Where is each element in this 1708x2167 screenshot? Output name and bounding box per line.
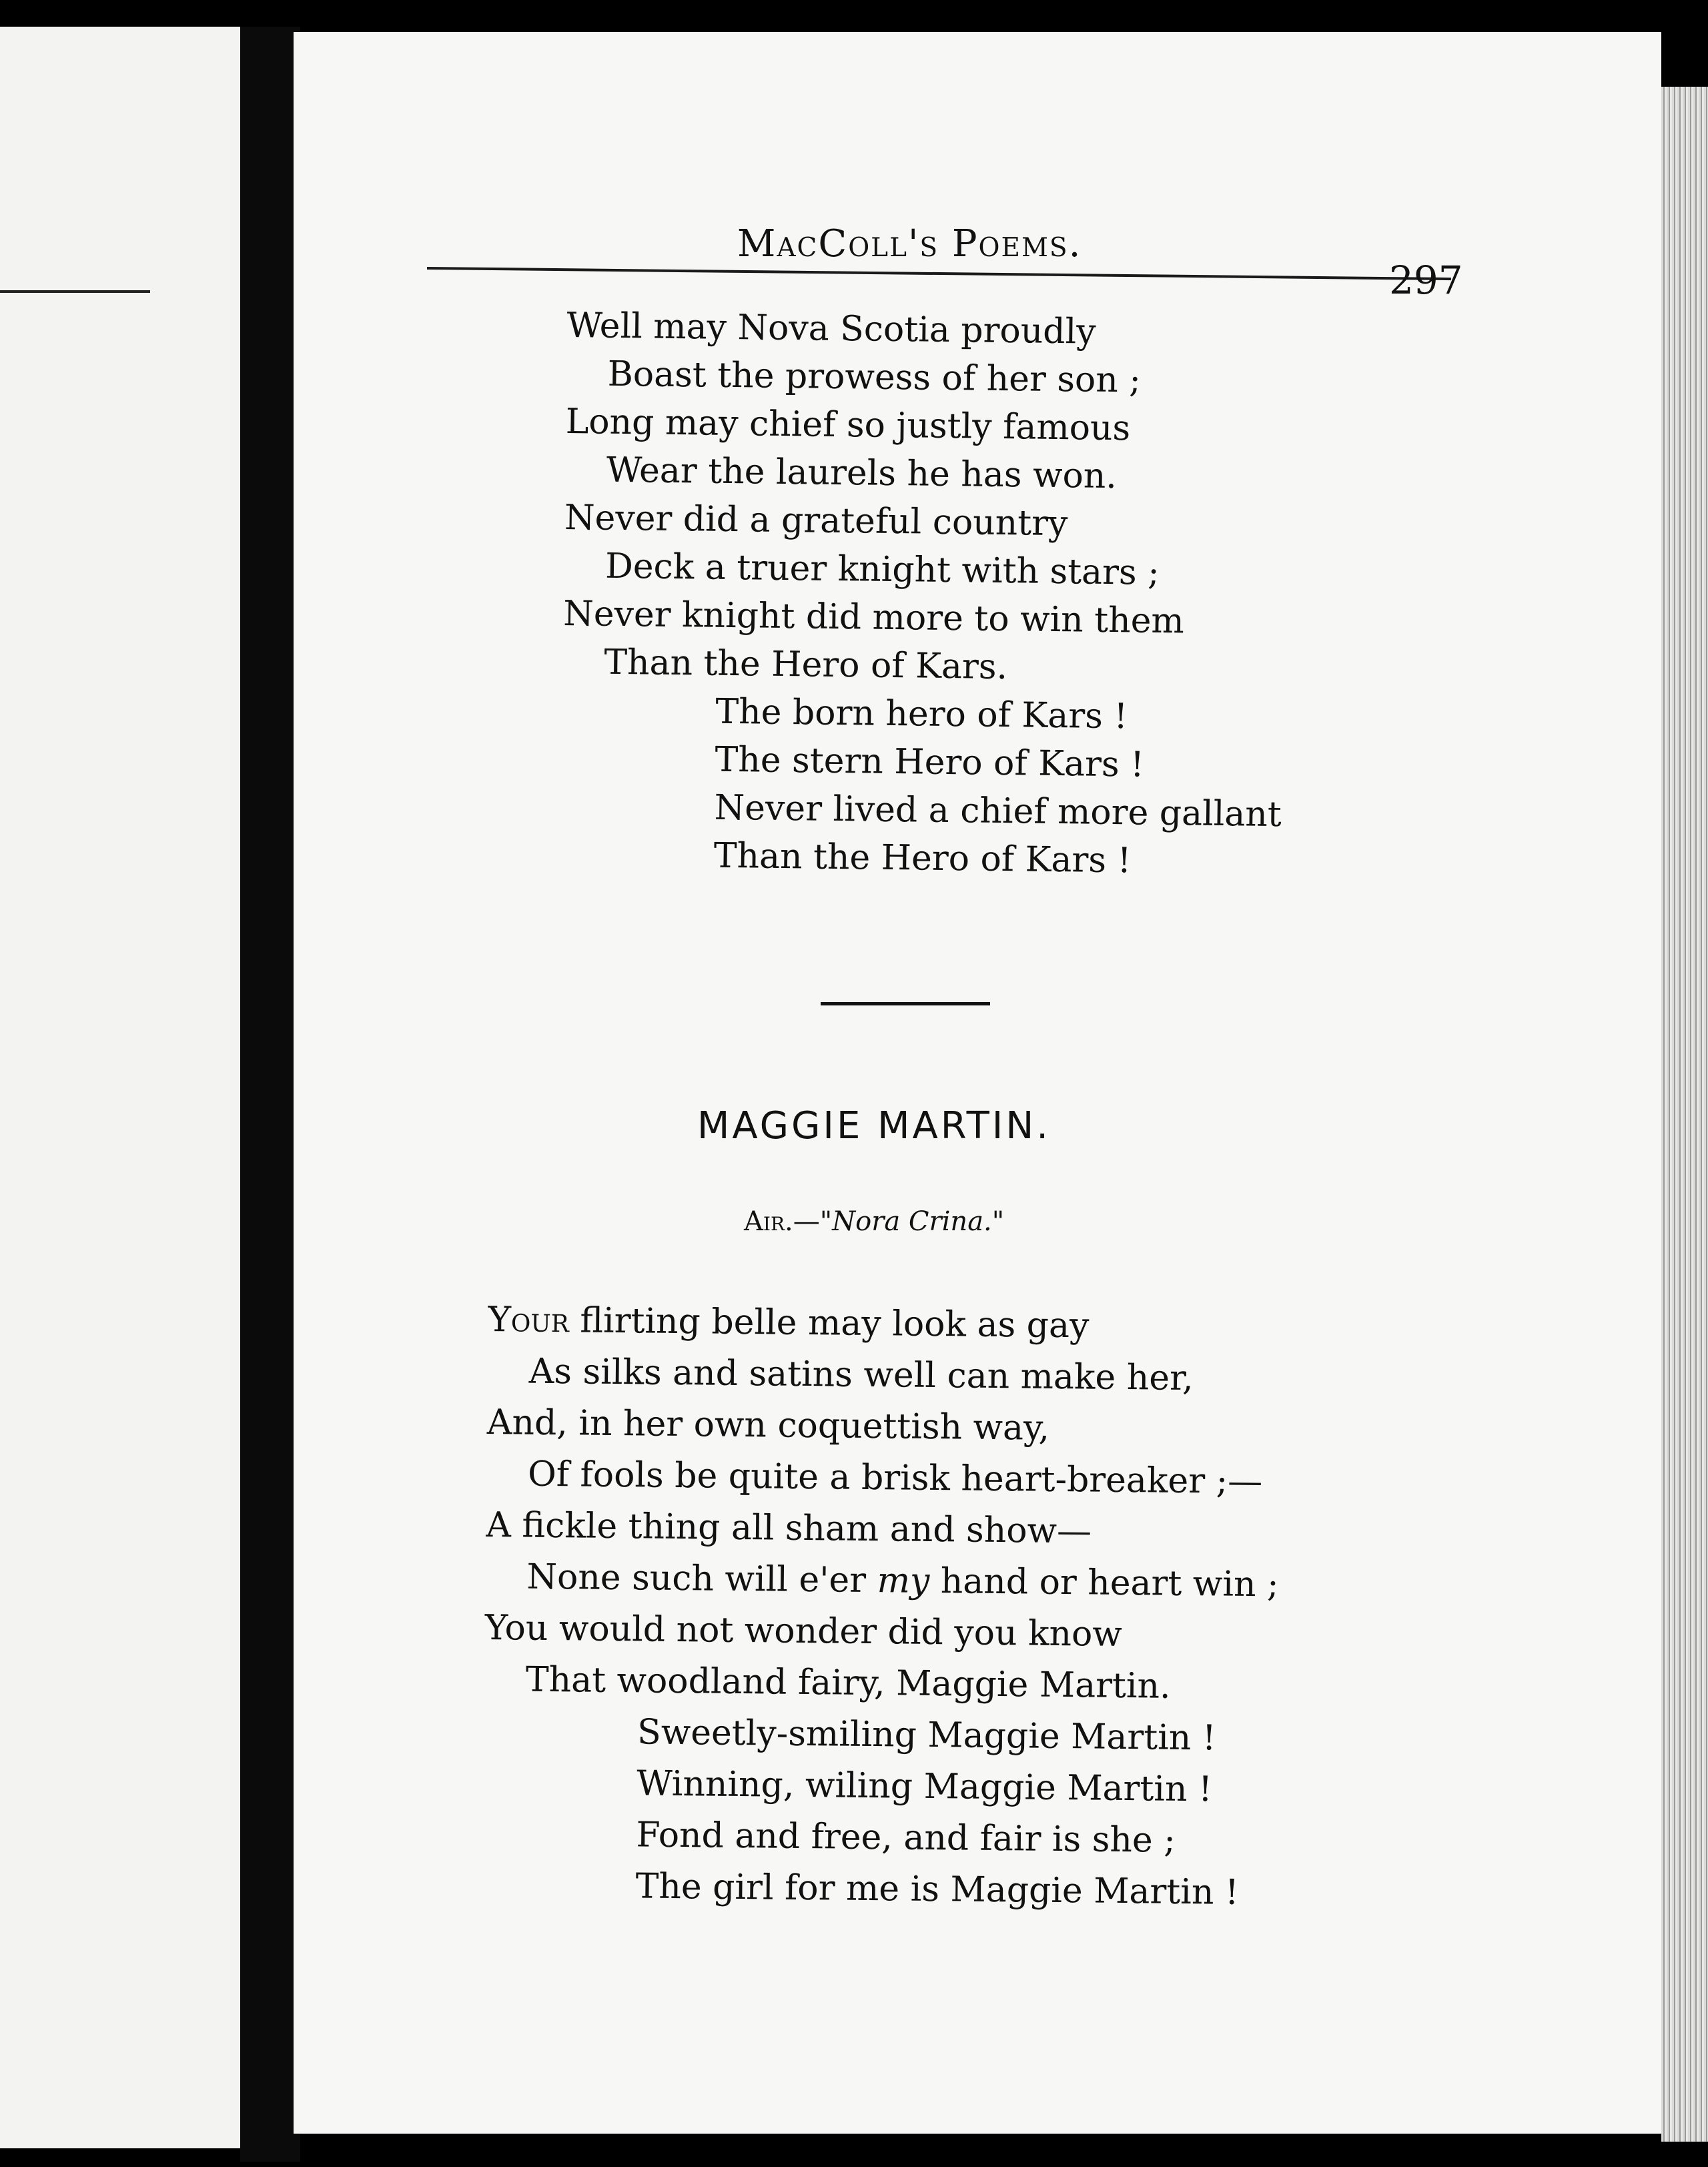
first-line-rest: flirting belle may look as gay (568, 1300, 1090, 1346)
refrain-line: Never lived a chief more gallant (714, 787, 1282, 835)
left-page-header-rule (0, 290, 150, 293)
page-number: 297 (1389, 258, 1463, 303)
verse-line (485, 1551, 1279, 1611)
poem-title: MAGGIE MARTIN. (697, 1104, 1051, 1148)
running-head: MacColl's Poems. (737, 222, 1082, 266)
maggie-martin-stanza (482, 1294, 1282, 1919)
verse-line: Wear the laurels he has won. (606, 450, 1118, 497)
line-end: hand or heart win ; (929, 1561, 1279, 1605)
verse-line: Long may chief so justly famous (565, 401, 1131, 449)
first-word: Your (488, 1299, 570, 1341)
air-note (744, 1206, 1004, 1237)
refrain-line: The girl for me is Maggie Martin ! (635, 1866, 1240, 1913)
verse-line: Never did a grateful country (564, 497, 1068, 544)
line-start: None such will e'er (526, 1557, 867, 1601)
verse-line: You would not wonder did you know (484, 1607, 1123, 1655)
verse-line: Never knight did more to win them (562, 593, 1185, 642)
page-edges (1661, 87, 1708, 2142)
verse-line: A fickle thing all sham and show— (486, 1504, 1092, 1552)
refrain-line: Fond and free, and fair is she ; (636, 1815, 1176, 1861)
refrain-line: Sweetly-smiling Maggie Martin ! (636, 1712, 1217, 1759)
hero-of-kars-stanza (560, 302, 1288, 887)
section-divider (821, 1002, 990, 1005)
verse-line: Than the Hero of Kars. (604, 642, 1008, 688)
air-tune: "Nora Crina." (819, 1206, 1005, 1237)
verse-line: As silks and satins well can make her, (528, 1351, 1194, 1399)
refrain-line: Than the Hero of Kars ! (713, 835, 1132, 881)
verse-line: Of fools be quite a brisk heart-breaker ;— (527, 1454, 1263, 1502)
verse-line: And, in her own coquettish way, (486, 1402, 1050, 1448)
verse-line: That woodland fairy, Maggie Martin. (525, 1659, 1171, 1707)
verse-line: Well may Nova Scotia proudly (566, 305, 1096, 352)
book-gutter (240, 27, 300, 2162)
refrain-line: Winning, wiling Maggie Martin ! (636, 1763, 1213, 1810)
air-label: Air.— (744, 1206, 820, 1237)
refrain-line: The born hero of Kars ! (715, 691, 1128, 737)
verse-line: Deck a truer knight with stars ; (604, 546, 1160, 593)
refrain-line: The stern Hero of Kars ! (715, 739, 1145, 785)
verse-line (488, 1294, 1282, 1354)
italic-word: my (877, 1561, 930, 1601)
verse-line: Boast the prowess of her son ; (607, 354, 1142, 401)
left-facing-page (0, 27, 260, 2148)
